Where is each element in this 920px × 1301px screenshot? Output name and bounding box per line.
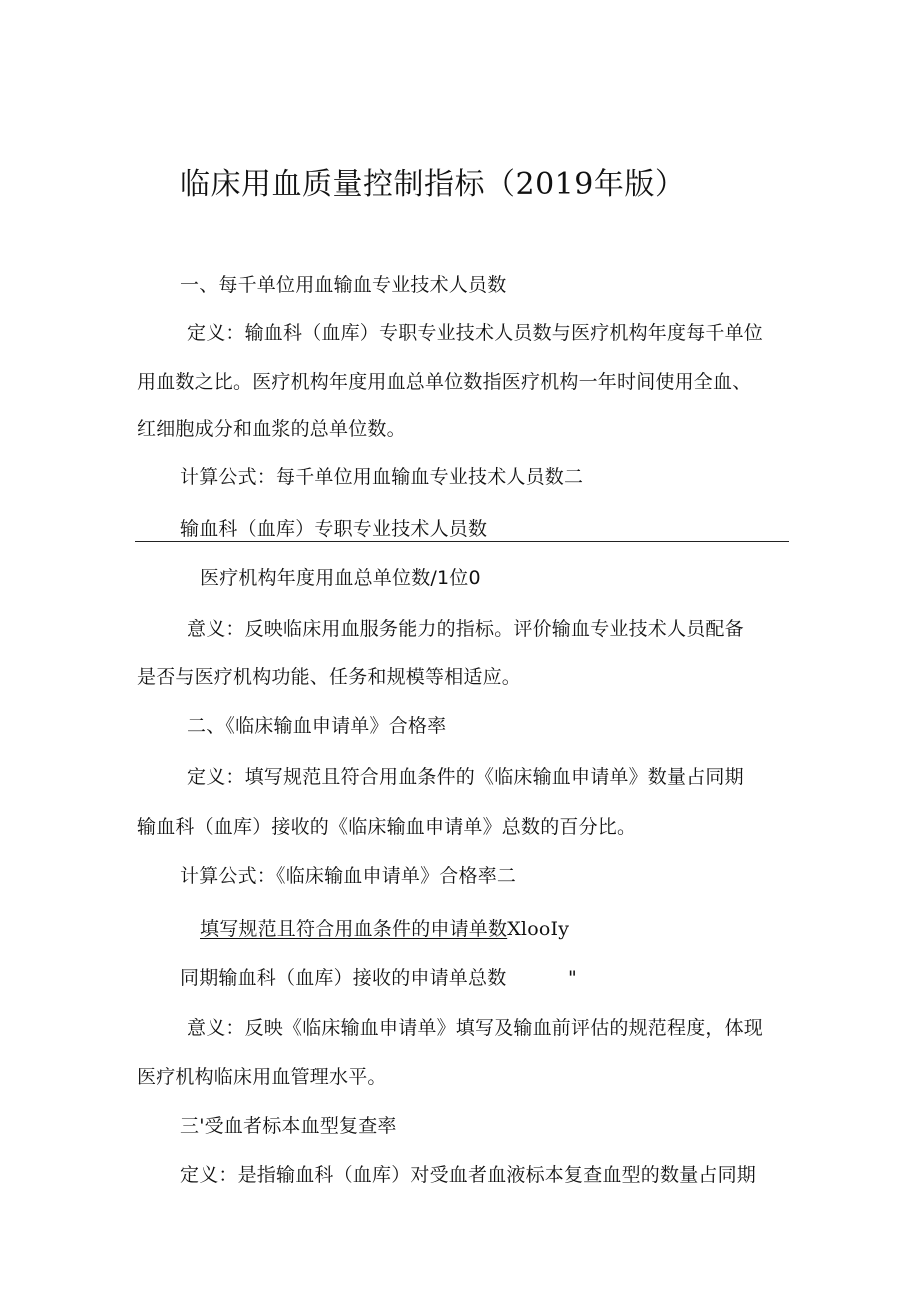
- section-2-formula-denominator: 同期输血科（血库）接收的申请单总数: [180, 967, 507, 989]
- section-2-meaning-line-1: 意义：反映《临床输血申请单》填写及输血前评估的规范程度，体现: [187, 1017, 764, 1039]
- section-2-definition-line-1: 定义：填写规范且符合用血条件的《临床输血申请单》数量占同期: [187, 766, 744, 788]
- section-2-formula-numerator-row: [200, 917, 569, 941]
- section-1-definition-line-3: 红细胞成分和血浆的总单位数。: [137, 418, 406, 440]
- section-1-formula-numerator: 输血科（血库）专职专业技术人员数: [180, 518, 488, 540]
- section-2-quote-mark: ": [568, 967, 577, 989]
- fraction-divider-line: [135, 541, 789, 542]
- section-3-heading: 三'受血者标本血型复查率: [180, 1115, 397, 1137]
- section-2-formula-multiplier: XlooIy: [507, 918, 570, 940]
- section-2-meaning-line-2: 医疗机构临床用血管理水平。: [137, 1066, 387, 1088]
- section-1-meaning-line-2: 是否与医疗机构功能、任务和规模等相适应。: [137, 666, 522, 688]
- section-2-formula-numerator: 填写规范且符合用血条件的申请单数: [200, 918, 508, 940]
- document-title: 临床用血质量控制指标（2019年版）: [180, 167, 686, 202]
- section-1-definition-line-1: 定义：输血科（血库）专职专业技术人员数与医疗机构年度每千单位: [187, 322, 764, 344]
- section-3-definition-line-1: 定义：是指输血科（血库）对受血者血液标本复查血型的数量占同期: [180, 1164, 757, 1186]
- section-1-formula-denominator: 医疗机构年度用血总单位数/1位0: [200, 567, 481, 589]
- section-2-definition-line-2: 输血科（血库）接收的《临床输血申请单》总数的百分比。: [137, 816, 637, 838]
- section-2-heading: 二、《临床输血申请单》合格率: [187, 715, 447, 737]
- section-2-formula-label: 计算公式：《临床输血申请单》合格率二: [180, 865, 517, 887]
- section-1-definition-line-2: 用血数之比。医疗机构年度用血总单位数指医疗机构一年时间使用全血、: [137, 371, 752, 393]
- section-1-heading: 一、每千单位用血输血专业技术人员数: [180, 274, 507, 296]
- section-1-meaning-line-1: 意义：反映临床用血服务能力的指标。评价输血专业技术人员配备: [187, 618, 744, 640]
- section-1-formula-label: 计算公式：每千单位用血输血专业技术人员数二: [180, 466, 584, 488]
